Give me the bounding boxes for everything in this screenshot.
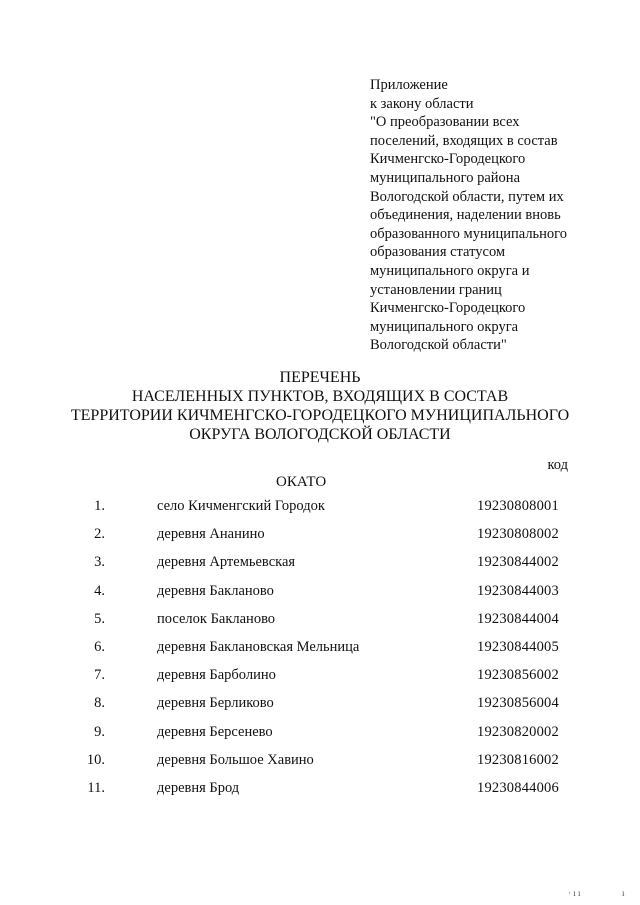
okato-code: 19230844006 [477, 779, 559, 796]
okato-code: 19230816002 [477, 751, 559, 768]
appendix-line: установлении границ [370, 281, 502, 298]
appendix-line: Вологодской области" [370, 337, 507, 354]
settlement-name: поселок Бакланово [157, 610, 276, 627]
okato-code: 19230820002 [477, 723, 559, 740]
appendix-line: образованного муниципального [370, 225, 568, 242]
appendix-line: муниципального района [370, 169, 520, 186]
list-item [0, 550, 640, 578]
appendix-line: Кичменгско-Городецкого [370, 300, 526, 317]
appendix-line: Вологодской области, путем их [370, 188, 564, 205]
list-item [0, 720, 640, 748]
title-line: НАСЕЛЕННЫХ ПУНКТОВ, ВХОДЯЩИХ В СОСТАВ [131, 388, 509, 405]
appendix-header [370, 76, 620, 355]
settlement-name: деревня Берсенево [157, 723, 273, 740]
okato-code: 19230856002 [477, 667, 559, 684]
okato-code: 19230856004 [477, 695, 559, 712]
row-number: 2. [94, 526, 105, 543]
list-item [0, 579, 640, 607]
settlement-name: деревня Барболино [157, 667, 276, 684]
list-item [0, 494, 640, 522]
list-item [0, 607, 640, 635]
settlement-name: деревня Баклановская Мельница [157, 638, 360, 655]
column-header-kod: код [547, 457, 568, 473]
list-item [0, 691, 640, 719]
appendix-line: к закону области [370, 95, 474, 112]
footer-mark: ı [622, 888, 625, 898]
settlement-name: деревня Берликово [157, 695, 274, 712]
row-number: 3. [94, 554, 105, 571]
appendix-line: объединения, наделении вновь [370, 207, 561, 224]
okato-code: 19230808002 [477, 526, 559, 543]
settlement-name: деревня Артемьевская [157, 554, 296, 571]
appendix-line: муниципального округа и [370, 262, 530, 279]
list-item [0, 522, 640, 550]
column-header-okato: ОКАТО [276, 474, 327, 490]
list-item [0, 663, 640, 691]
title-line: ОКРУГА ВОЛОГОДСКОЙ ОБЛАСТИ [189, 426, 451, 443]
appendix-line: Кичменгско-Городецкого [370, 151, 526, 168]
row-number: 7. [94, 667, 105, 684]
settlement-name: деревня Бакланово [157, 582, 274, 599]
settlements-list [0, 494, 640, 804]
okato-code: 19230844002 [477, 554, 559, 571]
settlement-name: село Кичменгский Городок [157, 498, 325, 514]
row-number: 1. [94, 498, 105, 514]
row-number: 8. [94, 695, 105, 712]
appendix-line: поселений, входящих в состав [370, 132, 558, 149]
settlement-name: деревня Большое Хавино [157, 751, 314, 768]
row-number: 10. [86, 751, 105, 768]
row-number: 9. [94, 723, 105, 740]
okato-code: 19230844004 [477, 610, 559, 627]
document-title [0, 368, 640, 444]
row-number: 11. [87, 779, 105, 796]
list-item [0, 776, 640, 804]
settlement-name: деревня Брод [157, 779, 240, 796]
title-line: ТЕРРИТОРИИ КИЧМЕНГСКО-ГОРОДЕЦКОГО МУНИЦИПАЛЬНОГО [70, 407, 570, 424]
list-item [0, 748, 640, 776]
list-item [0, 635, 640, 663]
appendix-line: муниципального округа [370, 318, 519, 335]
appendix-line: "О преобразовании всех [370, 114, 520, 131]
title-heading: ПЕРЕЧЕНЬ [279, 369, 361, 386]
settlement-name: деревня Ананино [157, 526, 265, 543]
okato-code: 19230844005 [477, 638, 559, 655]
row-number: 6. [94, 638, 105, 655]
appendix-line: образования статусом [370, 244, 506, 261]
row-number: 4. [94, 582, 105, 599]
appendix-line: Приложение [370, 77, 448, 93]
okato-code: 19230808001 [477, 498, 559, 514]
okato-code: 19230844003 [477, 582, 559, 599]
row-number: 5. [94, 610, 105, 627]
footer-mark: · ı ı [568, 888, 581, 898]
